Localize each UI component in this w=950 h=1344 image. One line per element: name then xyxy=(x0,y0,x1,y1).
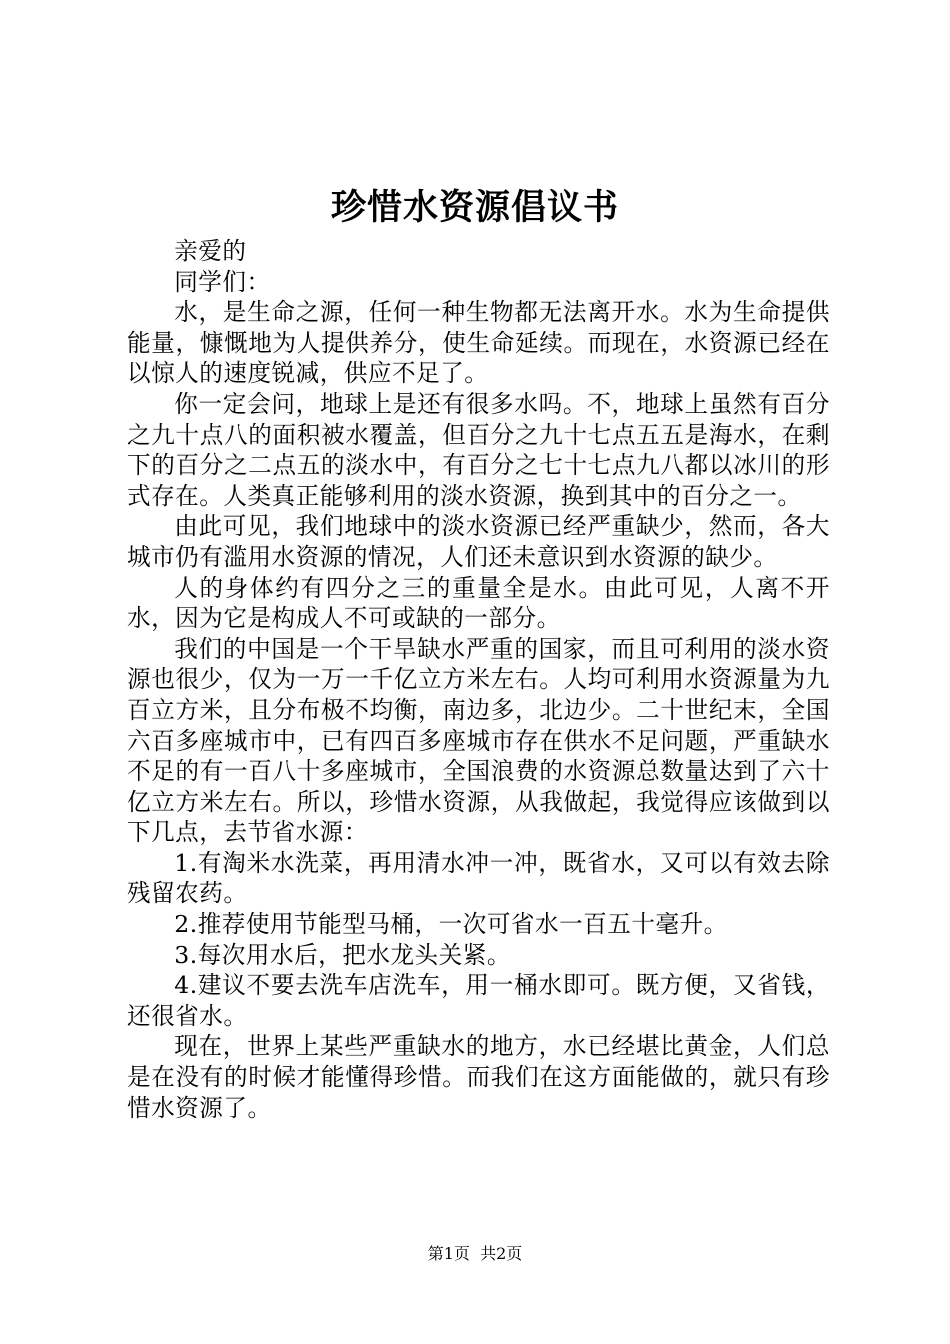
page-footer xyxy=(0,1243,950,1265)
page-number: 第1页 共2页 xyxy=(427,1244,523,1263)
paragraph-earth-water: 你一定会问，地球上是还有很多水吗。不，地球上虽然有百分之九十点八的面积被水覆盖，但百分之九十七点五五是海水，在剩下的百分之二点五的淡水中，有百分之七十七点九八都以冰川的形式存在。人类真正能够利用的淡水资源，换到其中的百分之一。 xyxy=(127,389,830,510)
tip-item-3: 3.每次用水后，把水龙头关紧。 xyxy=(174,940,511,969)
paragraph-conclusion: 现在，世界上某些严重缺水的地方，水已经堪比黄金，人们总是在没有的时候才能懂得珍惜。而我们在这方面能做的，就只有珍惜水资源了。 xyxy=(127,1032,830,1122)
salutation-line: 同学们： xyxy=(174,267,271,296)
tip-item-1: 1.有淘米水洗菜，再用清水冲一冲，既省水，又可以有效去除残留农药。 xyxy=(127,848,830,908)
document-title: 珍惜水资源倡议书 xyxy=(330,187,619,228)
tip-item-4: 4.建议不要去洗车店洗车，用一桶水即可。既方便，又省钱，还很省水。 xyxy=(127,971,830,1030)
document-body xyxy=(127,236,830,1123)
paragraph-body-water: 人的身体约有四分之三的重量全是水。由此可见，人离不开水，因为它是构成人不可或缺的一部分。 xyxy=(127,573,830,633)
tip-item-2: 2.推荐使用节能型马桶，一次可省水一百五十毫升。 xyxy=(174,910,728,939)
paragraph-china: 我们的中国是一个干旱缺水严重的国家，而且可利用的淡水资源也很少，仅为一万一千亿立方米左右。人均可利用水资源量为九百立方米，且分布极不均衡，南边多，北边少。二十世纪末，全国六百多座城市中，已有四百多座城市存在供水不足问题，严重缺水不足的有一百八十多座城市，全国浪费的水资源总数量达到了六十亿立方米左右。所以，珍惜水资源，从我做起，我觉得应该做到以下几点，去节省水源： xyxy=(127,634,830,847)
greeting-line: 亲爱的 xyxy=(174,237,247,265)
paragraph-shortage: 由此可见，我们地球中的淡水资源已经严重缺少，然而，各大城市仍有滥用水资源的情况，人们还未意识到水资源的缺少。 xyxy=(127,512,830,571)
paragraph-water-source: 水，是生命之源，任何一种生物都无法离开水。水为生命提供能量，慷慨地为人提供养分，使生命延续。而现在，水资源已经在以惊人的速度锐减，供应不足了。 xyxy=(127,298,830,388)
